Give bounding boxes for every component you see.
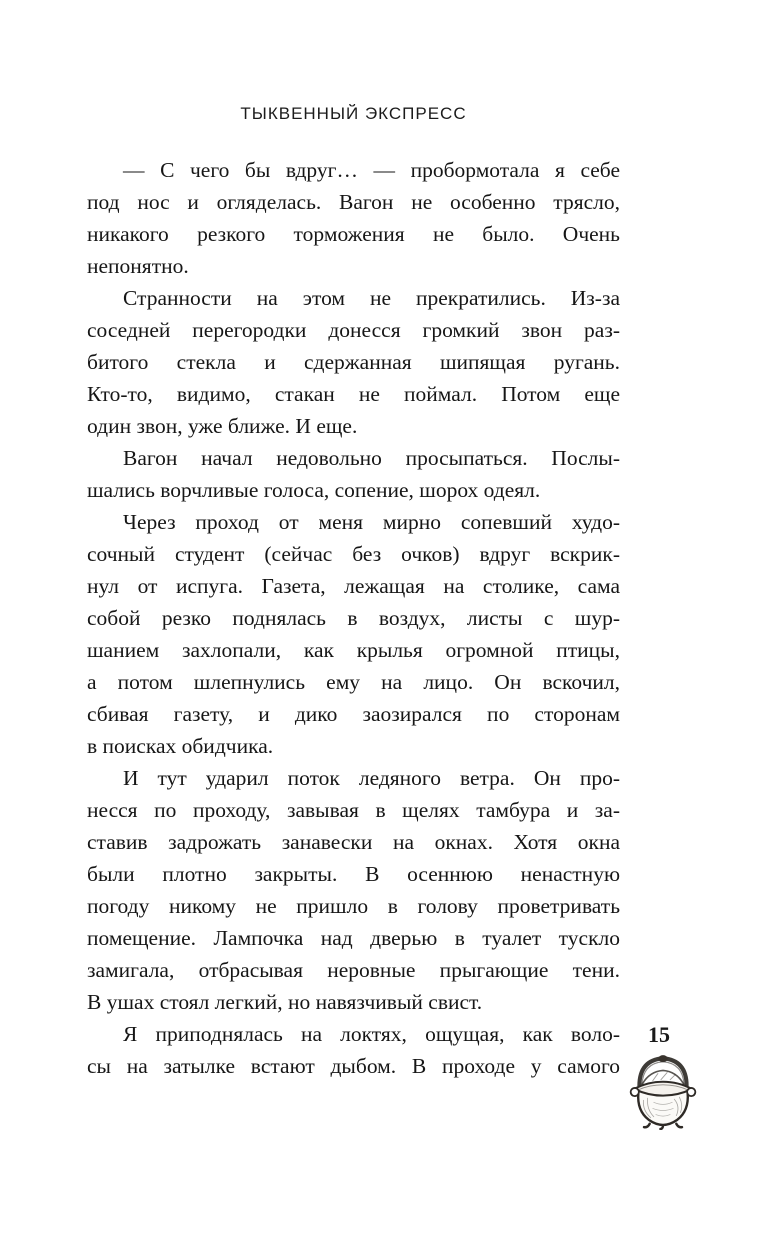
text-line: а потом шлепнулись ему на лицо. Он вскочил,	[87, 670, 620, 694]
cauldron-icon	[629, 1052, 697, 1130]
text-line: шались ворчливые голоса, сопение, шорох одеял.	[87, 478, 541, 502]
running-title: ТЫКВЕННЫЙ ЭКСПРЕСС	[240, 104, 467, 123]
text-line: замигала, отбрасывая неровные прыгающие тени.	[87, 958, 620, 982]
text-line: битого стекла и сдержанная шипящая ругань.	[87, 350, 620, 374]
text-line: были плотно закрыты. В осеннюю ненастную	[87, 862, 620, 886]
text-line: никакого резкого торможения не было. Очень	[87, 222, 620, 246]
text-line: В ушах стоял легкий, но навязчивый свист.	[87, 990, 483, 1014]
text-line: несся по проходу, завывая в щелях тамбура и за-	[87, 798, 620, 822]
text-line: Я приподнялась на локтях, ощущая, как воло-	[123, 1022, 620, 1046]
text-line: Через проход от меня мирно сопевший худо-	[123, 510, 620, 534]
text-line: в поисках обидчика.	[87, 734, 274, 758]
text-line: Странности на этом не прекратились. Из-за	[123, 286, 620, 310]
text-block	[87, 154, 620, 1082]
text-line: соседней перегородки донесся громкий звон раз-	[87, 318, 620, 342]
text-line: помещение. Лампочка над дверью в туалет тускло	[87, 926, 620, 950]
text-line: И тут ударил поток ледяного ветра. Он про-	[123, 766, 620, 790]
text-line: погоду никому не пришло в голову проветривать	[87, 894, 620, 918]
page-number: 15	[648, 1022, 670, 1047]
text-line: один звон, уже ближе. И еще.	[87, 414, 358, 438]
text-line: Кто-то, видимо, стакан не поймал. Потом еще	[87, 382, 620, 406]
text-line: — С чего бы вдруг… — пробормотала я себе	[123, 158, 620, 182]
text-line: непонятно.	[87, 254, 189, 278]
text-line: собой резко поднялась в воздух, листы с шур-	[87, 606, 620, 630]
text-line: сы на затылке встают дыбом. В проходе у самого	[87, 1054, 620, 1078]
text-line: сбивая газету, и дико заозирался по сторонам	[87, 702, 620, 726]
text-line: шанием захлопали, как крылья огромной птицы,	[87, 638, 620, 662]
text-line: ставив задрожать занавески на окнах. Хотя окна	[87, 830, 620, 854]
text-line: под нос и огляделась. Вагон не особенно трясло,	[87, 190, 620, 214]
text-line: Вагон начал недовольно просыпаться. Послы-	[123, 446, 620, 470]
text-line: сочный студент (сейчас без очков) вдруг вскрик-	[87, 542, 620, 566]
text-line: нул от испуга. Газета, лежащая на столике, сама	[87, 574, 620, 598]
